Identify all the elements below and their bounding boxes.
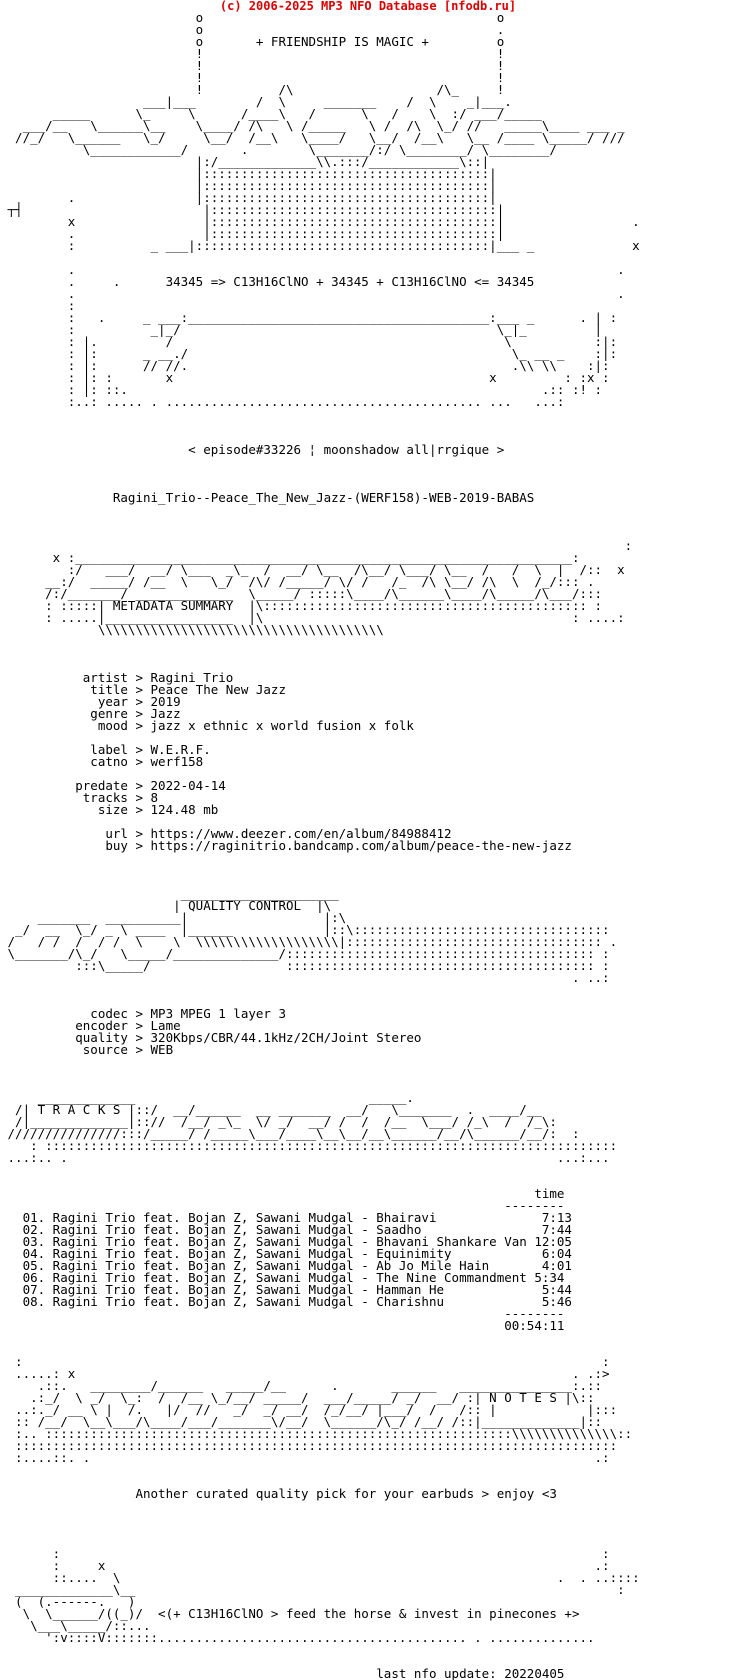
nfo-line: \_______/\_/ \_____/______________/::::::::::::::::::::::::::::::::::::::::: : <box>0 946 610 961</box>
nfo-line: : |: _ __./ \_ __ _ :|: <box>0 346 618 361</box>
nfo-line: url > https://www.deezer.com/en/album/84988412 <box>0 826 452 841</box>
nfo-line: . . 34345 => C13H16ClNO + 34345 + C13H16ClNO <= 34345 <box>0 274 535 289</box>
nfo-line <box>0 984 736 996</box>
nfo-line: . . <box>0 286 625 301</box>
nfo-line: \____________/ . \_______/:/ \________/ \________/ <box>0 142 557 157</box>
nfo-line: year > 2019 <box>0 694 181 709</box>
nfo-line: : : <box>0 1354 610 1369</box>
nfo-line <box>0 1524 736 1536</box>
nfo-line: :: /__/ \__\___/\____/___/_______\/__/ \______/\_/ /__/ /::|_____________|:: <box>0 1414 603 1429</box>
nfo-line: Ragini_Trio--Peace_The_New_Jazz-(WERF158)-WEB-2019-BABAS <box>0 490 535 505</box>
nfo-line: : |: ::. .:: :! : <box>0 382 603 397</box>
nfo-line: ///////////////:::/_____/ /_____\___/____\__\__/__\______/__/\______/__/: : <box>0 1126 580 1141</box>
nfo-line: title > Peace The New Jazz <box>0 682 286 697</box>
nfo-line <box>0 468 736 480</box>
nfo-line: |:/_____________\\.:::/____________\::| <box>0 154 490 169</box>
nfo-line <box>0 1332 736 1344</box>
nfo-line: :::::::::::::::::::::::::::::::::::::::::::::::::::::::::::::::::::::::::::::::: <box>0 1438 618 1453</box>
nfo-line: . |::::::::::::::::::::::::::::::::::::::| <box>0 226 505 241</box>
nfo-line: /:/_______/ _____________ \_____/ :::::\____/\______\____/\_____/\___/::: <box>0 586 603 601</box>
nfo-line: :..: ..... . .......................................... ... ...: <box>0 394 565 409</box>
nfo-line: o o <box>0 12 505 25</box>
nfo-line: x |::::::::::::::::::::::::::::::::::::::| . <box>0 214 640 229</box>
nfo-line: ! /\ /\_ ! <box>0 82 505 97</box>
nfo-line: : <box>0 298 76 313</box>
nfo-line: __:/ _____/ /__ \ \_/ /\/ /_____/ \/ / /_ /\ \__/ /\ \ /_/::: . <box>0 574 595 589</box>
nfo-line <box>0 408 736 420</box>
nfo-line: \\\\\\\\\\\\\\\\\\\\\\\\\\\\\\\\\\\\\\ <box>0 622 384 637</box>
nfo-line: _____________\__ : <box>0 1582 625 1597</box>
nfo-line: //_/ \______ \_/ \__/ /__\ \____/ \__/ /__\ \__ /____ \_____/ /// <box>0 130 625 145</box>
nfo-line: 03. Ragini Trio feat. Bojan Z, Sawani Mudgal - Bhavani Shankare Van 12:05 <box>0 1234 572 1249</box>
nfo-line: /|_____________|::// /__/ _\_ \/ _/ __/ / / /__ \___/ /_\ / /_\: <box>0 1114 557 1129</box>
nfo-line: |::::::::::::::::::::::::::::::::::::::| <box>0 178 497 193</box>
nfo-line: : <box>0 538 633 553</box>
nfo-line <box>0 504 736 516</box>
nfo-line: :/ ___/ __/ \___ _\_ / __/ \__ /\__/ \___/ \__ / / \ | /:: x <box>0 562 625 577</box>
nfo-line: :.. ::::::::::::::::::::::::::::::::::::::::::::::::::::::::::::::\\\\\\\\\\\\\\:: <box>0 1426 633 1441</box>
nfo-line <box>0 1512 736 1524</box>
nfo-line: 04. Ragini Trio feat. Bojan Z, Sawani Mudgal - Equinimity 6:04 <box>0 1246 572 1261</box>
nfo-line: . ..: <box>0 970 610 985</box>
nfo-line: last nfo update: 20220405 <box>0 1666 565 1680</box>
nfo-line: : : <box>0 1546 610 1561</box>
nfo-line: \ \______/((_)/ <(+ C13H16ClNO > feed the horse & invest in pinecones +> <box>0 1606 580 1621</box>
nfo-line: < episode#33226 ¦ moonshadow all|rrgique > <box>0 442 505 457</box>
nfo-line: . |::::::::::::::::::::::::::::::::::::::| <box>0 190 497 205</box>
nfo-line: . . <box>0 262 625 277</box>
nfo-line: : :::::| METADATA SUMMARY |\::::::::::::::::::::::::::::::::::::::::::: : <box>0 598 603 613</box>
nfo-line: buy > https://raginitrio.bandcamp.com/album/peace-the-new-jazz <box>0 838 572 853</box>
nfo-line: mood > jazz x ethnic x world fusion x folk <box>0 718 414 733</box>
nfo-line: 00:54:11 <box>0 1318 565 1333</box>
nfo-line: .....: x . .:> <box>0 1366 610 1381</box>
nfo-line <box>0 852 736 864</box>
nfo-line: / / / / / / \ \ \\\\\\\\\\\\\\\\\\\|:::::::::::::::::::::::::::::::::: . <box>0 934 618 949</box>
nfo-line: predate > 2022-04-14 <box>0 778 226 793</box>
nfo-line: _____________________ <box>0 886 339 901</box>
nfo-line <box>0 648 736 660</box>
nfo-line <box>0 1464 736 1476</box>
nfo-line: -------- <box>0 1306 565 1321</box>
nfo-line: quality > 320Kbps/CBR/44.1kHz/2CH/Joint Stereo <box>0 1030 422 1045</box>
nfo-line: |::::::::::::::::::::::::::::::::::::::| <box>0 166 497 181</box>
nfo-line <box>0 1068 736 1080</box>
nfo-line: _____ \_ \ /____\ / \ / \ :/ ___/_____ <box>0 106 542 121</box>
nfo-line: :....::. . .: <box>0 1450 610 1465</box>
nfo-line: : :::::::::::::::::::::::::::::::::::::::::::::::::::::::::::::::::::::::::::: <box>0 1138 618 1153</box>
nfo-line: /| T R A C K S |::/ __/______ __ _______ __/ \_______ . ____/__ <box>0 1102 542 1117</box>
nfo-line: ..:._/ __ \ | /. |/ // _/ _/ __/ /_/__/ |___/ / /:: | |::: <box>0 1402 618 1417</box>
nfodb-link[interactable]: nfodb.ru <box>451 0 509 13</box>
nfo-line: 05. Ragini Trio feat. Bojan Z, Sawani Mudgal - Ab Jo Mile Hain 4:01 <box>0 1258 572 1273</box>
nfo-line <box>0 516 736 528</box>
nfo-line <box>0 864 736 876</box>
nfo-line: \___\_____/::... <box>0 1618 151 1633</box>
nfo-line: ! ! <box>0 70 505 85</box>
nfo-line <box>0 420 736 432</box>
nfo-line: Another curated quality pick for your earbuds > enjoy <3 <box>0 1486 557 1501</box>
nfo-line: 07. Ragini Trio feat. Bojan Z, Sawani Mudgal - Hamman He 5:44 <box>0 1282 572 1297</box>
nfo-line: artist > Ragini Trio <box>0 670 234 685</box>
nfo-line: : |: : x x : :x : <box>0 370 610 385</box>
nfo-line: : |: // //. .\\ \\ :|: <box>0 358 610 373</box>
nfo-line <box>0 1164 736 1176</box>
nfo-line: o . <box>0 22 505 37</box>
nfo-line: .:_/ \ _/ \_: / /__ \_/__/ _____/ ___/_____/ _/ __/ :| N O T E S |\:: <box>0 1390 595 1405</box>
nfo-line: ┬┤ |::::::::::::::::::::::::::::::::::::::| <box>0 202 505 217</box>
nfo-line: | QUALITY CONTROL |\ <box>0 898 332 913</box>
nfo-line: _/ __ \_/ _ \ ____ |______ |::\:::::::::::::::::::::::::::::::::: <box>0 922 610 937</box>
nfo-line <box>0 456 736 468</box>
nfo-line: _____________ _____. <box>0 1090 414 1105</box>
nfo-line: codec > MP3 MPEG 1 layer 3 <box>0 1006 286 1021</box>
copyright-text: (c) 2006-2025 MP3 NFO Database [ <box>219 0 452 13</box>
nfo-line: : . _ ___:________________________________________:___ _ . | : <box>0 310 618 325</box>
nfo-line: 01. Ragini Trio feat. Bojan Z, Sawani Mudgal - Bhairavi 7:13 <box>0 1210 572 1225</box>
nfo-line: ! ! <box>0 58 505 73</box>
nfo-line: : _ ___|:::::::::::::::::::::::::::::::::::::::|___ _ x <box>0 238 640 253</box>
nfo-line: ___|___ / \ _______ / \ _|___. <box>0 94 512 109</box>
nfo-line: 02. Ragini Trio feat. Bojan Z, Sawani Mudgal - Saadho 7:44 <box>0 1222 572 1237</box>
nfo-line: size > 124.48 mb <box>0 802 219 817</box>
nfo-line: ...:.. . ...:... <box>0 1150 610 1165</box>
nfo-line <box>0 1644 736 1656</box>
nfo-line: : _|_/ \_|_ | <box>0 322 618 337</box>
nfo-line: :::\_____/ ::::::::::::::::::::::::::::::::::::::::: : <box>0 958 610 973</box>
nfodb-header <box>0 0 736 12</box>
nfo-line: catno > werf158 <box>0 754 204 769</box>
nfo-line: x :__________________________________________________________________: <box>0 550 580 565</box>
nfo-line: .::. ________/______ _____/__ . ______ _______________:.:: <box>0 1378 603 1393</box>
nfo-line: : x .: <box>0 1558 610 1573</box>
nfo-line: : .....|_________________ |\ : ....: <box>0 610 625 625</box>
nfo-line: genre > Jazz <box>0 706 181 721</box>
nfo-line: ':v::::V:::::::......................................... . .............. <box>0 1630 595 1645</box>
nfo-line: ::.... \ . . ..:::: <box>0 1570 640 1585</box>
nfo-line: ( (.------. ) <box>0 1594 625 1609</box>
nfo-line: label > W.E.R.F. <box>0 742 211 757</box>
header-close-bracket: ] <box>508 0 517 13</box>
nfo-line: _______ __________| |:\ <box>0 910 347 925</box>
nfo-line <box>0 636 736 648</box>
nfo-line: 06. Ragini Trio feat. Bojan Z, Sawani Mudgal - The Nine Commandment 5:34 <box>0 1270 565 1285</box>
nfo-line: ! ! <box>0 46 505 61</box>
nfo-text-block <box>0 12 736 1680</box>
nfo-line: tracks > 8 <box>0 790 159 805</box>
nfo-line: -------- <box>0 1198 565 1213</box>
nfo-line <box>0 1500 736 1512</box>
nfo-line: o + FRIENDSHIP IS MAGIC + o <box>0 34 505 49</box>
nfo-line <box>0 1656 736 1668</box>
nfo-line: 08. Ragini Trio feat. Bojan Z, Sawani Mudgal - Charishnu 5:46 <box>0 1294 572 1309</box>
nfo-line: time <box>0 1186 565 1201</box>
nfo-line: ___/__ \______\__ \____/ /\ \ /_____ \ / /\ \_/ // _____\____ ___ _ <box>0 118 625 133</box>
nfo-line <box>0 1056 736 1068</box>
nfo-line: encoder > Lame <box>0 1018 181 1033</box>
nfo-line: : |. / \ :|: <box>0 334 618 349</box>
nfo-line: source > WEB <box>0 1042 174 1057</box>
